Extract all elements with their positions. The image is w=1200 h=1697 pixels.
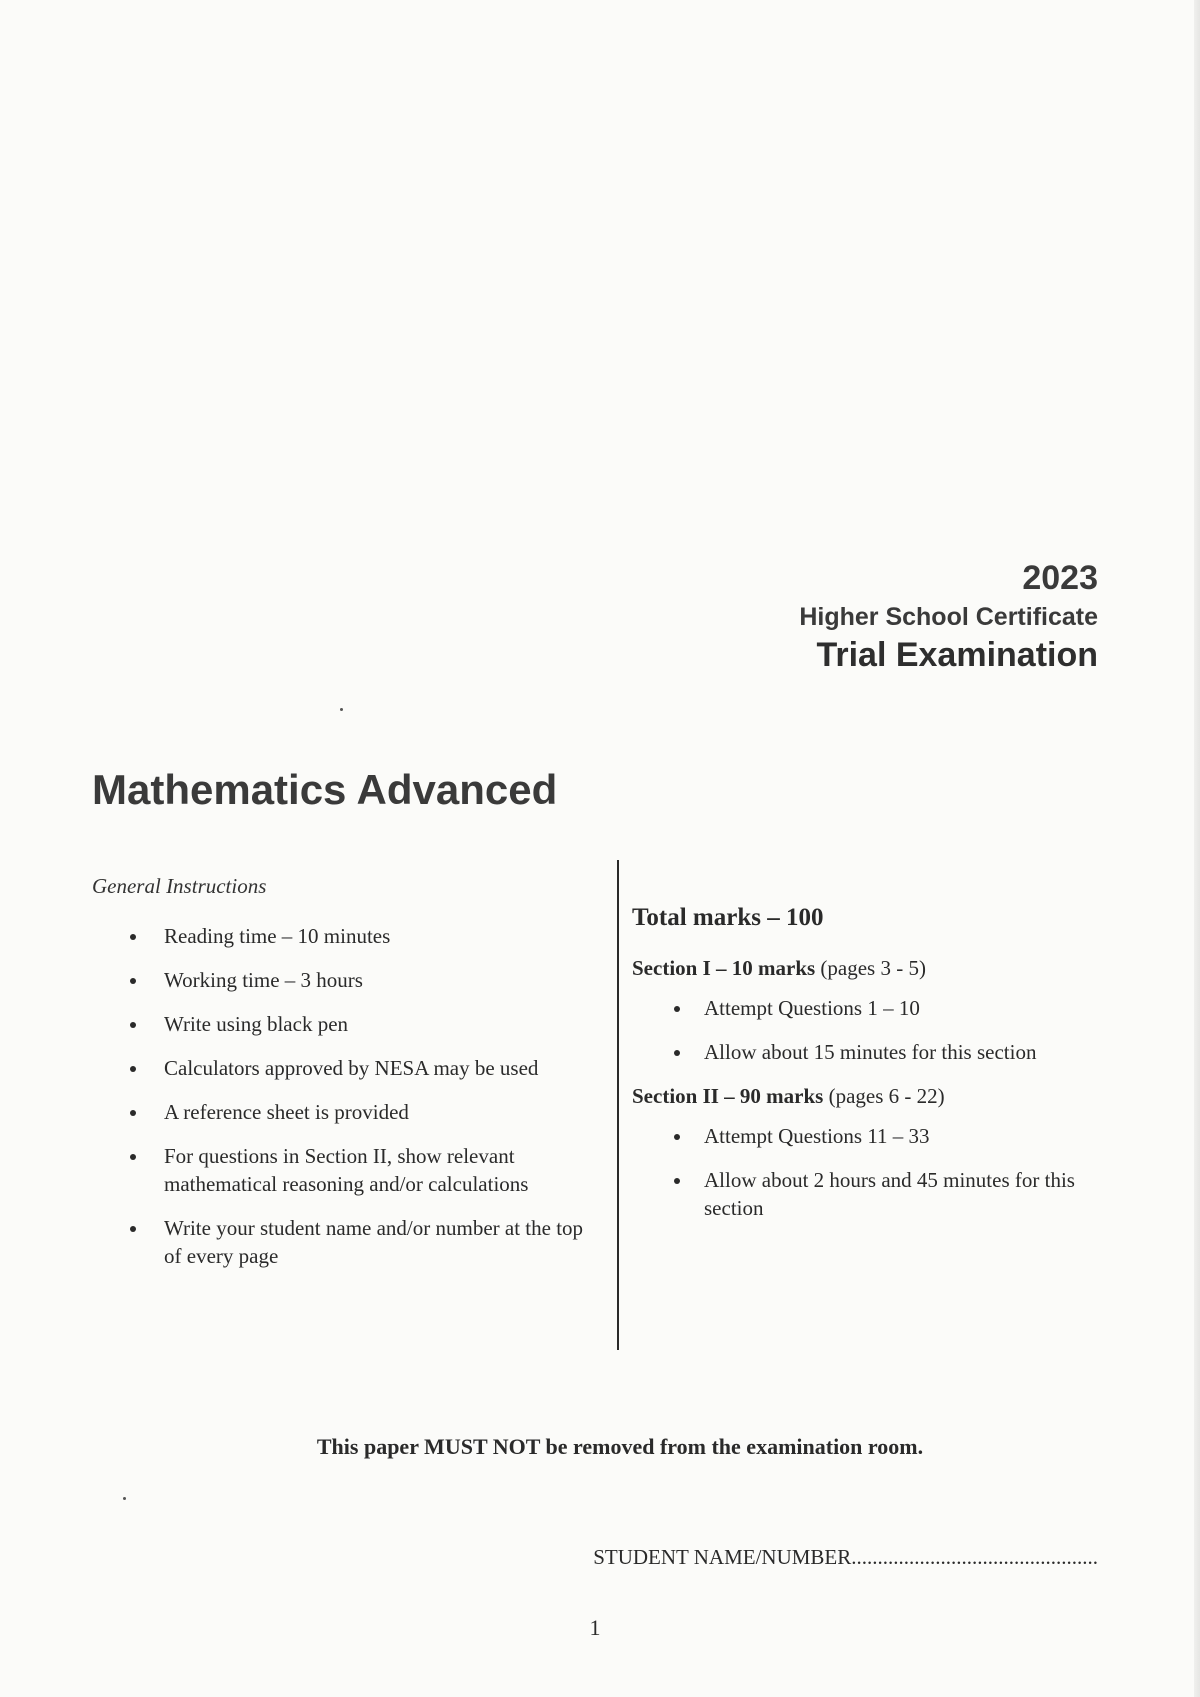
instruction-text: Write your student name and/or number at the top of every page bbox=[164, 1216, 584, 1268]
instruction-text: Reading time – 10 minutes bbox=[164, 924, 391, 948]
general-instructions-heading: General Instructions bbox=[92, 874, 267, 898]
student-name-field[interactable] bbox=[593, 1543, 1098, 1571]
section-item-text: Allow about 2 hours and 45 minutes for this section bbox=[704, 1168, 1075, 1220]
section-item-text: Allow about 15 minutes for this section bbox=[704, 1040, 1037, 1064]
bullet-icon bbox=[674, 1178, 680, 1184]
section-1-list bbox=[632, 994, 1112, 1066]
scan-speck bbox=[340, 708, 343, 711]
student-name-label: STUDENT NAME/NUMBER bbox=[593, 1545, 852, 1569]
instruction-item bbox=[92, 966, 584, 994]
instructions-list bbox=[92, 922, 592, 1270]
bullet-icon bbox=[130, 1226, 136, 1232]
exam-type-title: Trial Examination bbox=[816, 636, 1098, 674]
total-marks: Total marks – 100 bbox=[632, 904, 824, 931]
section-item-text: Attempt Questions 11 – 33 bbox=[704, 1124, 930, 1148]
instruction-item bbox=[92, 1214, 584, 1270]
marks-summary bbox=[632, 902, 1112, 1238]
exam-header bbox=[799, 556, 1098, 676]
bullet-icon bbox=[130, 1066, 136, 1072]
general-instructions bbox=[92, 872, 592, 1286]
bullet-icon bbox=[130, 1110, 136, 1116]
bullet-icon bbox=[674, 1006, 680, 1012]
instruction-item bbox=[92, 922, 584, 950]
section-item bbox=[632, 1122, 1104, 1150]
section-item bbox=[632, 994, 1104, 1022]
column-divider bbox=[617, 860, 619, 1350]
section-item bbox=[632, 1166, 1104, 1222]
removal-warning: This paper MUST NOT be removed from the examination room. bbox=[316, 1434, 924, 1459]
section-item bbox=[632, 1038, 1104, 1066]
instruction-text: Write using black pen bbox=[164, 1012, 349, 1036]
bullet-icon bbox=[130, 1022, 136, 1028]
page-number: 1 bbox=[589, 1615, 601, 1640]
section-2-list bbox=[632, 1122, 1112, 1222]
certificate-title: Higher School Certificate bbox=[799, 603, 1098, 631]
instruction-item bbox=[92, 1142, 584, 1198]
section-2-pages: (pages 6 - 22) bbox=[828, 1084, 945, 1108]
instruction-text: Working time – 3 hours bbox=[164, 968, 363, 992]
instruction-text: For questions in Section II, show relevant mathematical reasoning and/or calculations bbox=[164, 1144, 529, 1196]
student-name-blank: ............................................... bbox=[851, 1545, 1098, 1569]
instruction-item bbox=[92, 1010, 584, 1038]
bullet-icon bbox=[130, 978, 136, 984]
section-2-label: Section II – 90 marks bbox=[632, 1084, 824, 1108]
instruction-item bbox=[92, 1098, 584, 1126]
instruction-text: Calculators approved by NESA may be used bbox=[164, 1056, 539, 1080]
section-1-pages: (pages 3 - 5) bbox=[820, 956, 926, 980]
subject-title: Mathematics Advanced bbox=[92, 766, 558, 813]
scan-speck bbox=[123, 1497, 126, 1500]
exam-year: 2023 bbox=[1022, 559, 1098, 597]
instruction-item bbox=[92, 1054, 584, 1082]
bullet-icon bbox=[130, 934, 136, 940]
section-2-heading bbox=[632, 1082, 1112, 1110]
section-1-heading bbox=[632, 954, 1112, 982]
bullet-icon bbox=[130, 1154, 136, 1160]
section-1-label: Section I – 10 marks bbox=[632, 956, 816, 980]
bullet-icon bbox=[674, 1050, 680, 1056]
bullet-icon bbox=[674, 1134, 680, 1140]
instruction-text: A reference sheet is provided bbox=[164, 1100, 409, 1124]
section-item-text: Attempt Questions 1 – 10 bbox=[704, 996, 920, 1020]
